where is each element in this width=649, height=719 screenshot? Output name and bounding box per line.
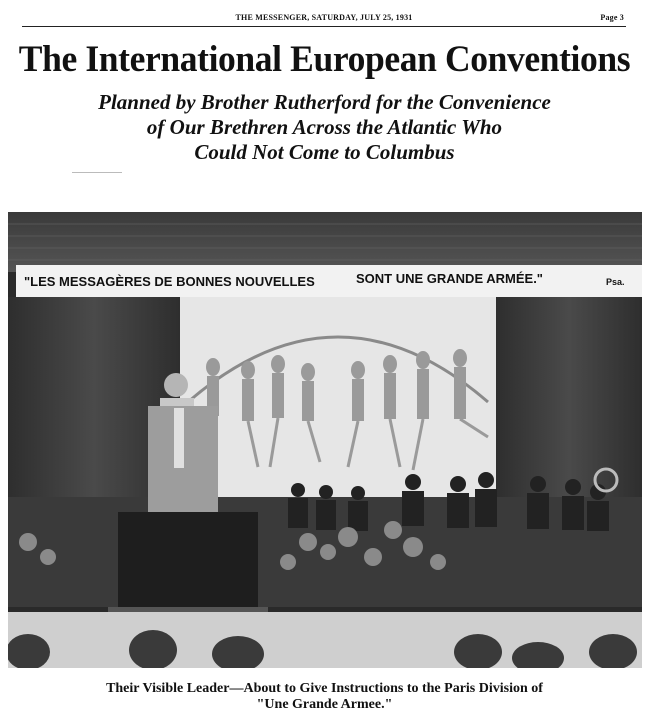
podium: [118, 512, 258, 612]
deck-line-3: Could Not Come to Columbus: [194, 140, 455, 164]
photo-caption: [0, 681, 649, 713]
divider: [72, 172, 122, 173]
caption-line-1: Their Visible Leader—About to Give Instructions to the Paris Division of: [106, 681, 543, 696]
deck-line-1: Planned by Brother Rutherford for the Convenience: [98, 90, 551, 114]
photo-illustration: [8, 212, 642, 668]
convention-photo: [8, 212, 642, 668]
page-number: Page 3: [600, 13, 624, 22]
ceiling: [8, 212, 642, 272]
article-deck: [0, 90, 649, 165]
masthead: [22, 12, 626, 27]
publication-line: THE MESSENGER, SATURDAY, JULY 25, 1931: [235, 13, 413, 22]
banner-right-text: SONT UNE GRANDE ARMÉE.": [356, 271, 543, 286]
deck-line-2: of Our Brethren Across the Atlantic Who: [146, 115, 503, 139]
stage-backdrop: [180, 297, 496, 497]
caption-line-2: "Une Grande Armee.": [256, 697, 393, 712]
banner-suffix-text: Psa.: [606, 277, 625, 287]
banner-left-text: "LES MESSAGÈRES DE BONNES NOUVELLES: [24, 274, 315, 289]
article-headline: The International European Conventions: [18, 39, 631, 80]
